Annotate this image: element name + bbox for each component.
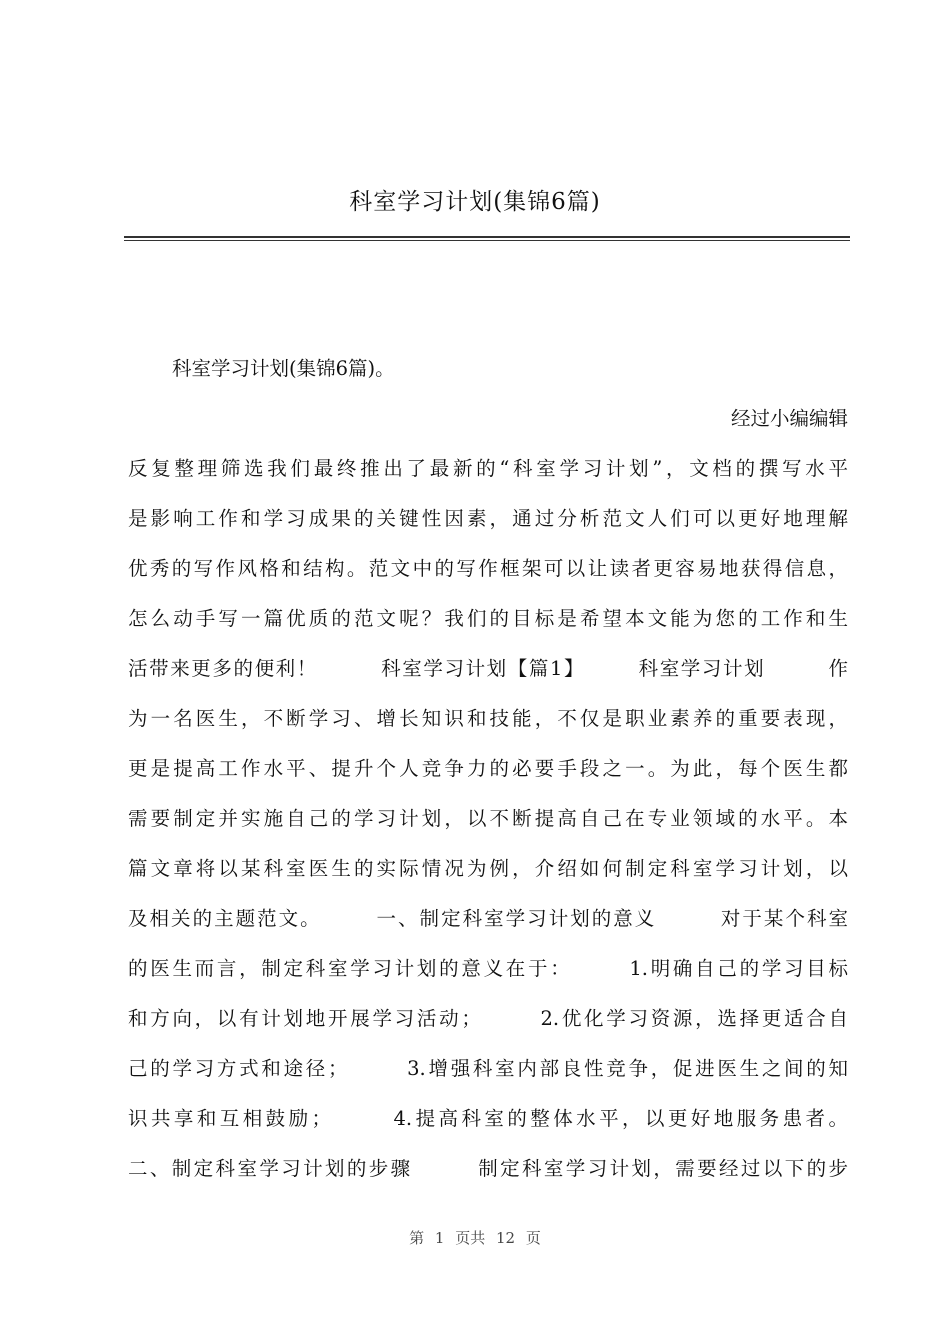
document-title: 科室学习计划(集锦6篇) (349, 189, 601, 215)
body-line: 的医生而言，制定科室学习计划的意义在于： 1.明确自己的学习目标 (128, 957, 848, 980)
body-line: 更是提高工作水平、提升个人竞争力的必要手段之一。为此，每个医生都 (128, 757, 848, 780)
body-line: 识共享和互相鼓励； 4.提高科室的整体水平，以更好地服务患者。 (128, 1107, 848, 1130)
body-line: 己的学习方式和途径； 3.增强科室内部良性竞争，促进医生之间的知 (128, 1057, 848, 1080)
body-line: 怎么动手写一篇优质的范文呢？我们的目标是希望本文能为您的工作和生 (128, 607, 848, 630)
body-line: 二、制定科室学习计划的步骤 制定科室学习计划，需要经过以下的步 (128, 1157, 848, 1180)
body-line: 需要制定并实施自己的学习计划，以不断提高自己在专业领域的水平。本 (128, 807, 848, 830)
body-line: 是影响工作和学习成果的关键性因素，通过分析范文人们可以更好地理解 (128, 507, 848, 530)
body-line: 和方向，以有计划地开展学习活动； 2.优化学习资源，选择更适合自 (128, 1007, 848, 1030)
document-body (128, 344, 848, 1194)
body-line: 为一名医生，不断学习、增长知识和技能，不仅是职业素养的重要表现， (128, 707, 848, 730)
title-rule-thin (124, 240, 850, 241)
body-line: 科室学习计划(集锦6篇)。 (172, 357, 395, 380)
page-number-footer: 第 1 页共 12 页 (409, 1229, 541, 1247)
body-line: 篇文章将以某科室医生的实际情况为例，介绍如何制定科室学习计划，以 (128, 857, 848, 880)
body-line: 活带来更多的便利！ 科室学习计划【篇1】 科室学习计划 作 (128, 657, 848, 680)
body-line: 反复整理筛选我们最终推出了最新的“科室学习计划”，文档的撰写水平 (128, 457, 848, 480)
title-rule-thick (124, 236, 850, 238)
body-line: 经过小编编辑 (730, 407, 848, 430)
body-line: 优秀的写作风格和结构。范文中的写作框架可以让读者更容易地获得信息， (128, 557, 848, 580)
body-line: 及相关的主题范文。 一、制定科室学习计划的意义 对于某个科室 (128, 907, 848, 930)
